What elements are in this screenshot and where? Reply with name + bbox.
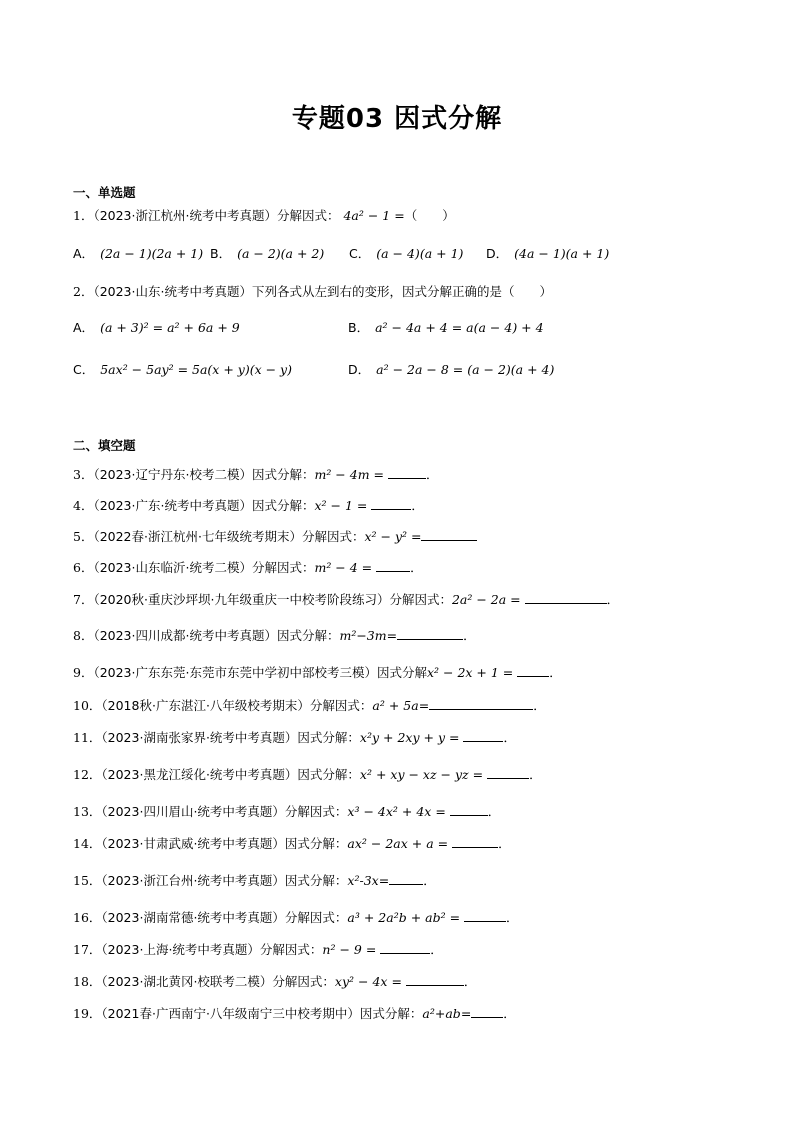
question-end: ． [487,804,501,819]
question-9 [73,664,562,681]
question-expression: x² − 2x + 1 = [426,665,514,680]
question-source: （2023·辽宁丹东·校考二模）因式分解： [93,467,315,482]
question-number: 11． [73,730,102,745]
question-expression: x² − y² = [364,529,422,544]
question-end: ． [423,873,436,888]
question-source: （2023·广东·统考中考真题）因式分解： [93,498,315,513]
question-end: ． [498,836,511,851]
option-text: (2a − 1)(2a + 1) [100,246,204,261]
question-end: ． [463,628,476,643]
question-expression: 2a² − 2a = [451,592,521,607]
question-number: 17． [73,942,102,957]
question-number: 12． [73,767,102,782]
answer-blank[interactable] [371,497,411,510]
question-expression: m² − 4 = [314,560,373,575]
question-number: 8． [73,628,94,643]
question-number: 5． [73,529,94,544]
answer-blank[interactable] [421,528,477,541]
answer-blank[interactable] [376,559,410,572]
answer-blank[interactable] [464,909,506,922]
answer-blank[interactable] [487,766,529,779]
question-source: （2022春·浙江杭州·七年级统考期末）分解因式： [93,529,365,544]
question-expression: xy² − 4x = [334,974,402,989]
answer-blank[interactable] [517,664,549,677]
question-number: 15． [73,873,102,888]
question-expression: x²y + 2xy + y = [359,730,460,745]
question-source: （2023·浙江台州·统考中考真题）因式分解： [101,873,348,888]
question-number: 6． [73,560,94,575]
question-10 [73,697,546,714]
question-number: 19． [73,1006,102,1021]
question-end: ． [411,498,424,513]
question-11 [73,729,516,746]
question-source: （2023·湖南常德·统考中考真题）分解因式： [101,910,348,925]
question-expression: a³ + 2a²b + ab² = [347,910,461,925]
answer-blank[interactable] [380,941,430,954]
option-text: (4a − 1)(a + 1) [514,246,610,261]
option-label: C． [349,246,371,261]
section-heading-single-choice: 一、单选题 [73,185,136,200]
answer-blank[interactable] [397,627,463,640]
question-end: ． [506,910,519,925]
option-text: 5ax² − 5ay² = 5a(x + y)(x − y) [100,362,292,377]
question-expression: 4a² − 1 = [343,208,405,223]
question-2 [73,284,552,300]
question-6 [73,559,423,576]
question-3 [73,466,439,483]
question-source: （2023·四川成都·统考中考真题）因式分解： [93,628,340,643]
question-17 [73,941,443,958]
option-b [210,246,324,262]
question-source: （2023·黑龙江绥化·统考中考真题）因式分解： [101,767,360,782]
question-4 [73,497,424,514]
answer-blank[interactable] [429,697,533,710]
question-source: （2023·山东临沂·统考二模）分解因式： [93,560,315,575]
question-18 [73,973,476,990]
question-source: （2023·湖北黄冈·校联考二模）分解因式： [101,974,335,989]
option-a [73,320,240,336]
question-number: 7． [73,592,94,607]
option-text: a² − 2a − 8 = (a − 2)(a + 4) [376,362,555,377]
question-end: ． [549,665,562,680]
option-label: D． [486,246,509,261]
option-label: A． [73,246,95,261]
question-number: 3． [73,467,94,482]
question-end: ． [463,974,477,989]
option-label: B． [348,320,370,335]
question-source: （2020秋·重庆沙坪坝·九年级重庆一中校考阶段练习）分解因式： [93,592,452,607]
question-1 [73,208,455,224]
question-source: （2023·上海·统考中考真题）分解因式： [101,942,323,957]
question-source: （2018秋·广东湛江·八年级校考期末）分解因式： [101,698,373,713]
question-number: 13． [73,804,102,819]
question-source: （2023·广东东莞·东莞市东莞中学初中部校考三模）因式分解 [93,665,427,680]
question-expression: a²+ab= [422,1006,472,1021]
question-15 [73,872,436,889]
option-d [348,362,554,378]
question-source: （2021春·广西南宁·八年级南宁三中校考期中）因式分解： [101,1006,423,1021]
question-number: 4． [73,498,94,513]
question-end: ． [529,767,542,782]
option-c [73,362,292,378]
question-expression: x² + xy − xz − yz = [359,767,484,782]
question-expression: m² − 4m = [314,467,385,482]
answer-blank[interactable] [406,973,464,986]
question-source: （2023·浙江杭州·统考中考真题）分解因式： [93,208,340,223]
question-end: ． [503,1006,516,1021]
question-source: （2023·四川眉山·统考中考真题）分解因式： [101,804,348,819]
question-number: 14． [73,836,102,851]
question-expression: x² − 1 = [314,498,368,513]
option-text: (a − 4)(a + 1) [376,246,464,261]
question-end: ． [606,592,620,607]
answer-bracket: （ ） [404,208,455,223]
option-text: (a − 2)(a + 2) [237,246,325,261]
option-d [486,246,609,262]
answer-blank[interactable] [452,835,498,848]
question-number: 18． [73,974,102,989]
option-text: a² − 4a + 4 = a(a − 4) + 4 [375,320,544,335]
question-5 [73,528,477,545]
option-label: C． [73,362,95,377]
question-19 [73,1005,516,1022]
section-heading-fill-in: 二、填空题 [73,438,136,453]
question-end: ． [410,560,423,575]
question-source: （2023·湖南张家界·统考中考真题）因式分解： [101,730,360,745]
question-12 [73,766,542,783]
answer-blank[interactable] [463,729,503,742]
question-7 [73,591,619,608]
option-b [348,320,544,336]
question-source: （2023·甘肃武威·统考中考真题）因式分解： [101,836,348,851]
option-text: (a + 3)² = a² + 6a + 9 [100,320,240,335]
option-label: D． [348,362,371,377]
answer-blank[interactable] [388,466,426,479]
question-number: 1． [73,208,94,223]
page-title: 专题03 因式分解 [291,104,503,134]
question-expression: x²-3x= [347,873,390,888]
question-number: 10． [73,698,102,713]
option-label: B． [210,246,232,261]
option-a [73,246,203,262]
question-end: ． [430,942,443,957]
question-expression: ax² − 2ax + a = [347,836,449,851]
question-expression: x³ − 4x² + 4x = [347,804,446,819]
question-end: ． [426,467,439,482]
question-end: ． [533,698,546,713]
question-number: 2． [73,284,94,299]
option-label: A． [73,320,95,335]
question-number: 9． [73,665,94,680]
question-number: 16． [73,910,102,925]
question-8 [73,627,476,644]
question-source: （2023·山东·统考中考真题）下列各式从左到右的变形，因式分解正确的是（ ） [93,284,552,299]
question-expression: a² + 5a= [372,698,430,713]
answer-blank[interactable] [525,591,607,604]
answer-blank[interactable] [450,803,488,816]
question-14 [73,835,511,852]
option-c [349,246,463,262]
question-end: ． [503,730,516,745]
question-expression: n² − 9 = [322,942,377,957]
answer-blank[interactable] [389,872,423,885]
answer-blank[interactable] [471,1005,503,1018]
question-expression: m²−3m= [339,628,398,643]
question-13 [73,803,500,820]
question-16 [73,909,519,926]
